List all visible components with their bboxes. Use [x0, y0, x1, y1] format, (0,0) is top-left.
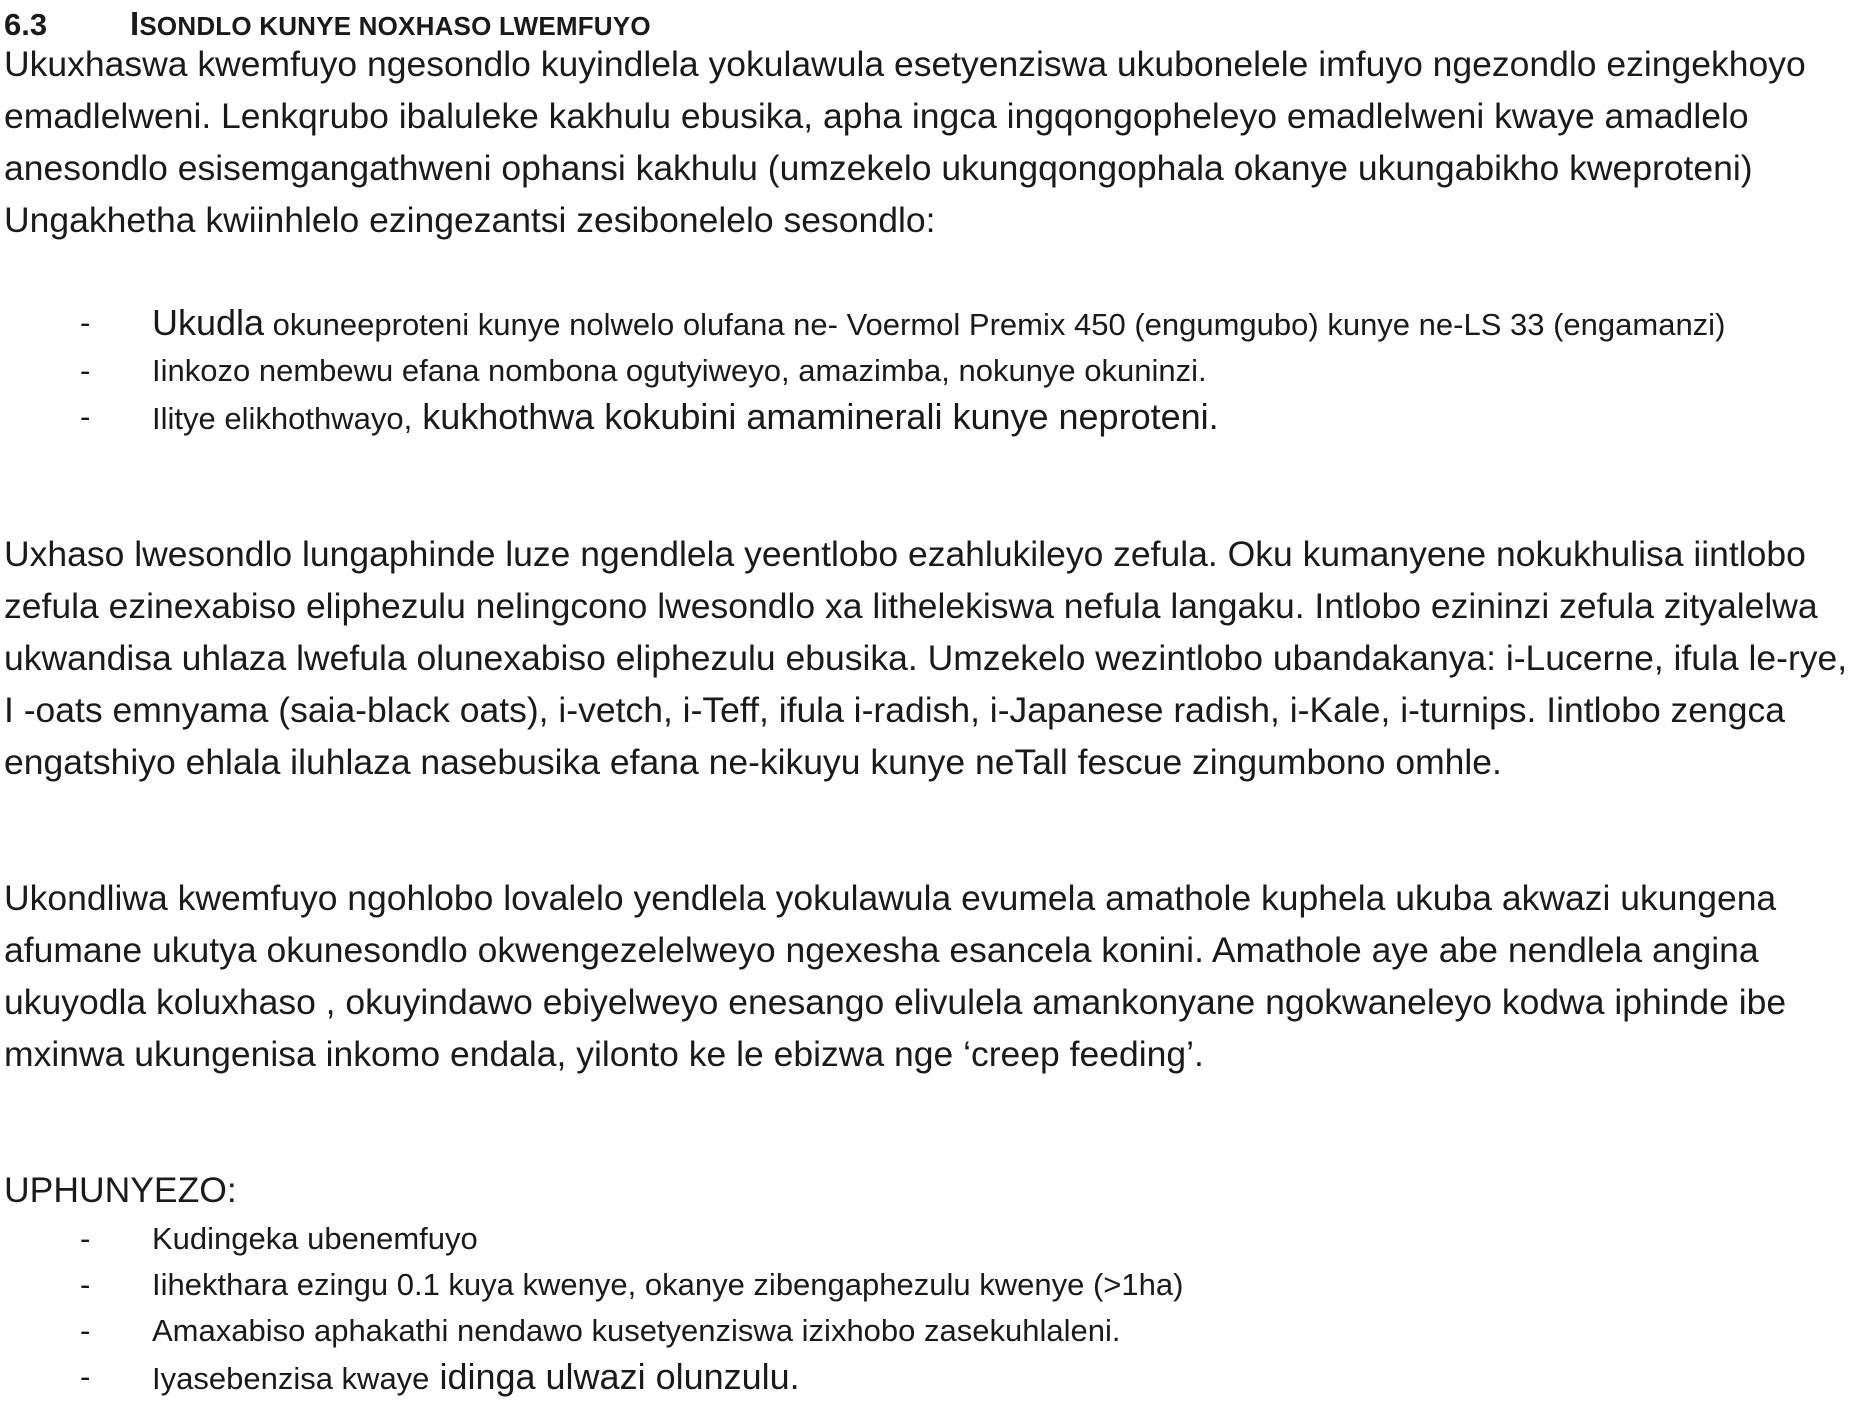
fodder-paragraph: Uxhaso lwesondlo lungaphinde luze ngendlela yeentlobo ezahlukileyo zefula. Oku kumanyene nokukhulisa iintlobo zefula ezinexabiso eliphezulu nelingcono lwesondlo xa lithelekiswa nefula langaku. Intlobo ezininzi zefula zityalelwa ukwandisa uhlaza lwefula olunexabiso eliphezulu ebusika. Umzekelo wezintlobo ubandakanya: i-Lucerne, ifula le-rye, I -oats emnyama (saia-black oats), i-vetch, i-Teff, ifula i-radish, i-Japanese radish, i-Kale, i-turnips. Iintlobo zengca engatshiyo ehlala iluhlaza nasebusika efana ne-kikuyu kunye neTall fescue zingumbono omhle.: [4, 534, 1848, 782]
feed-option-text: Ilitye elikhothwayo,: [152, 401, 413, 436]
requirements-heading: UPHUNYEZO:: [4, 1170, 237, 1210]
list-item: [4, 1308, 1866, 1354]
section-title: [130, 5, 651, 42]
requirement-text: Amaxabiso aphakathi nendawo kusetyenziswa izixhobo zasekuhlaleni.: [152, 1313, 1121, 1348]
list-item: [4, 300, 1866, 348]
list-dash: -: [80, 1267, 91, 1302]
intro-paragraph: Ukuxhaswa kwemfuyo ngesondlo kuyindlela yokulawula esetyenziswa ukubonelele imfuyo ngezondlo ezingekhoyo emadlelweni. Lenkqrubo ibaluleke kakhulu ebusika, apha ingca ingqongopheleyo emadlelweni kwaye amadlelo anesondlo esisemgangathweni ophansi kakhulu (umzekelo ukungqongophala okanye ukungabikho kweproteni) Ungakhetha kwiinhlelo ezingezantsi zesibonelelo sesondlo:: [4, 44, 1806, 240]
section-title-initial: I: [130, 5, 140, 42]
list-dash: -: [80, 1359, 91, 1394]
creep-feeding-paragraph: Ukondliwa kwemfuyo ngohlobo lovalelo yendlela yokulawula evumela amathole kuphela ukuba akwazi ukungena afumane ukutya okunesondlo okwengezelelweyo ngexesha esancela konini. Amathole aye abe nendlela angina ukuyodla koluxhaso , okuyindawo ebiyelweyo enesango elivulela amankonyane ngokwaneleyo kodwa iphinde ibe mxinwa ukungenisa inkomo endala, yilonto ke le ebizwa nge ‘creep feeding’.: [4, 878, 1787, 1074]
list-item: [4, 1216, 1866, 1262]
list-item: [4, 1354, 1866, 1402]
list-dash: -: [80, 1313, 91, 1348]
feed-options-list: [4, 300, 1866, 442]
requirements-list: [4, 1216, 1866, 1402]
list-item: [4, 1262, 1866, 1308]
feed-option-tail: kukhothwa kokubini amaminerali kunye neproteni.: [412, 396, 1219, 437]
list-item: [4, 348, 1866, 394]
requirement-text: Kudingeka ubenemfuyo: [152, 1221, 478, 1256]
list-item: [4, 394, 1866, 442]
requirement-text: Iyasebenzisa kwaye: [152, 1361, 430, 1396]
list-dash: -: [80, 353, 91, 388]
list-dash: -: [80, 305, 91, 340]
requirement-text: Iihekthara ezingu 0.1 kuya kwenye, okanye zibengaphezulu kwenye (>1ha): [152, 1267, 1184, 1302]
section-title-rest: SONDLO KUNYE NOXHASO LWEMFUYO: [139, 11, 651, 41]
requirement-tail: idinga ulwazi olunzulu.: [429, 1356, 800, 1397]
feed-option-text: Iinkozo nembewu efana nombona ogutyiweyo, amazimba, nokunye okuninzi.: [152, 353, 1207, 388]
list-dash: -: [80, 399, 91, 434]
feed-option-text: okuneeproteni kunye nolwelo olufana ne- Voermol Premix 450 (engumgubo) kunye ne-LS 33 (engamanzi): [264, 307, 1726, 342]
feed-option-lead: Ukudla: [152, 302, 265, 343]
section-number: 6.3: [4, 7, 48, 42]
list-dash: -: [80, 1221, 91, 1256]
